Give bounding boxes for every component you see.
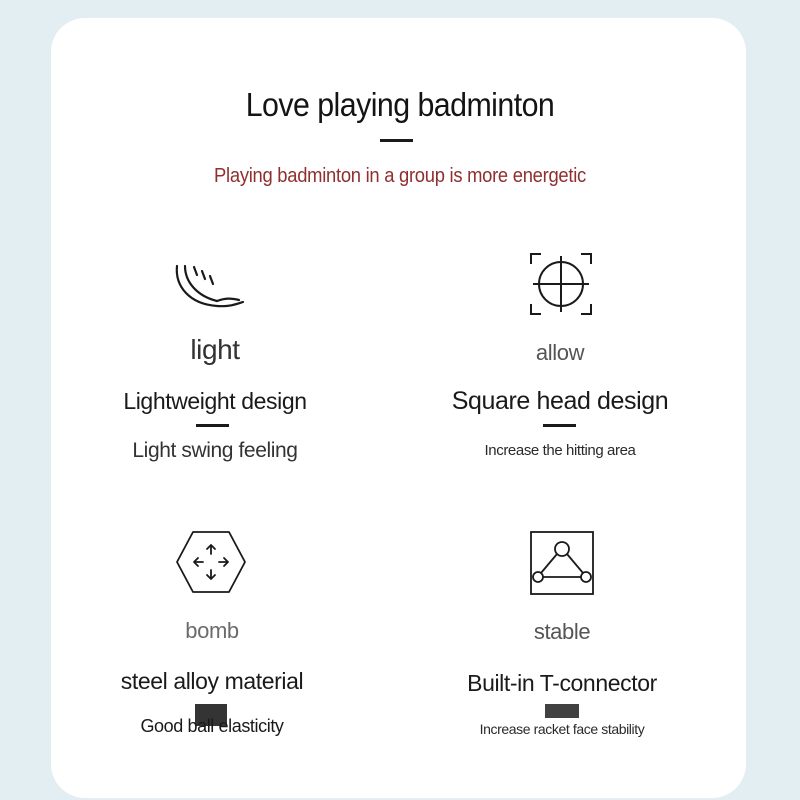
feature-cell-bomb bbox=[62, 528, 362, 758]
page-title: Love playing badminton bbox=[245, 86, 555, 123]
crosshair-icon bbox=[529, 252, 593, 316]
feature-divider bbox=[196, 424, 229, 427]
redaction-block bbox=[545, 704, 579, 718]
page-subtitle: Playing badminton in a group is more energetic bbox=[214, 165, 586, 187]
feature-title: steel alloy material bbox=[120, 668, 304, 694]
feature-cell-light bbox=[65, 250, 365, 480]
title-divider bbox=[380, 139, 413, 142]
feature-title: Built-in T-connector bbox=[467, 670, 657, 696]
feature-description: Good ball elasticity bbox=[140, 716, 284, 736]
feature-divider bbox=[543, 424, 576, 427]
feature-title: Lightweight design bbox=[123, 388, 307, 414]
hexagon-arrows-icon bbox=[175, 530, 247, 594]
feature-title: Square head design bbox=[451, 387, 669, 415]
feature-cell-stable bbox=[412, 528, 712, 758]
feature-cell-allow bbox=[410, 250, 710, 480]
triangle-nodes-icon bbox=[530, 531, 594, 595]
feature-keyword: bomb bbox=[185, 618, 239, 643]
feature-description: Increase the hitting area bbox=[484, 442, 636, 459]
feature-keyword: stable bbox=[533, 619, 591, 644]
feature-description: Light swing feeling bbox=[132, 439, 298, 462]
feature-description: Increase racket face stability bbox=[479, 721, 645, 737]
feature-keyword: allow bbox=[535, 340, 585, 365]
feather-icon bbox=[173, 260, 245, 312]
feature-keyword: light bbox=[190, 334, 240, 365]
